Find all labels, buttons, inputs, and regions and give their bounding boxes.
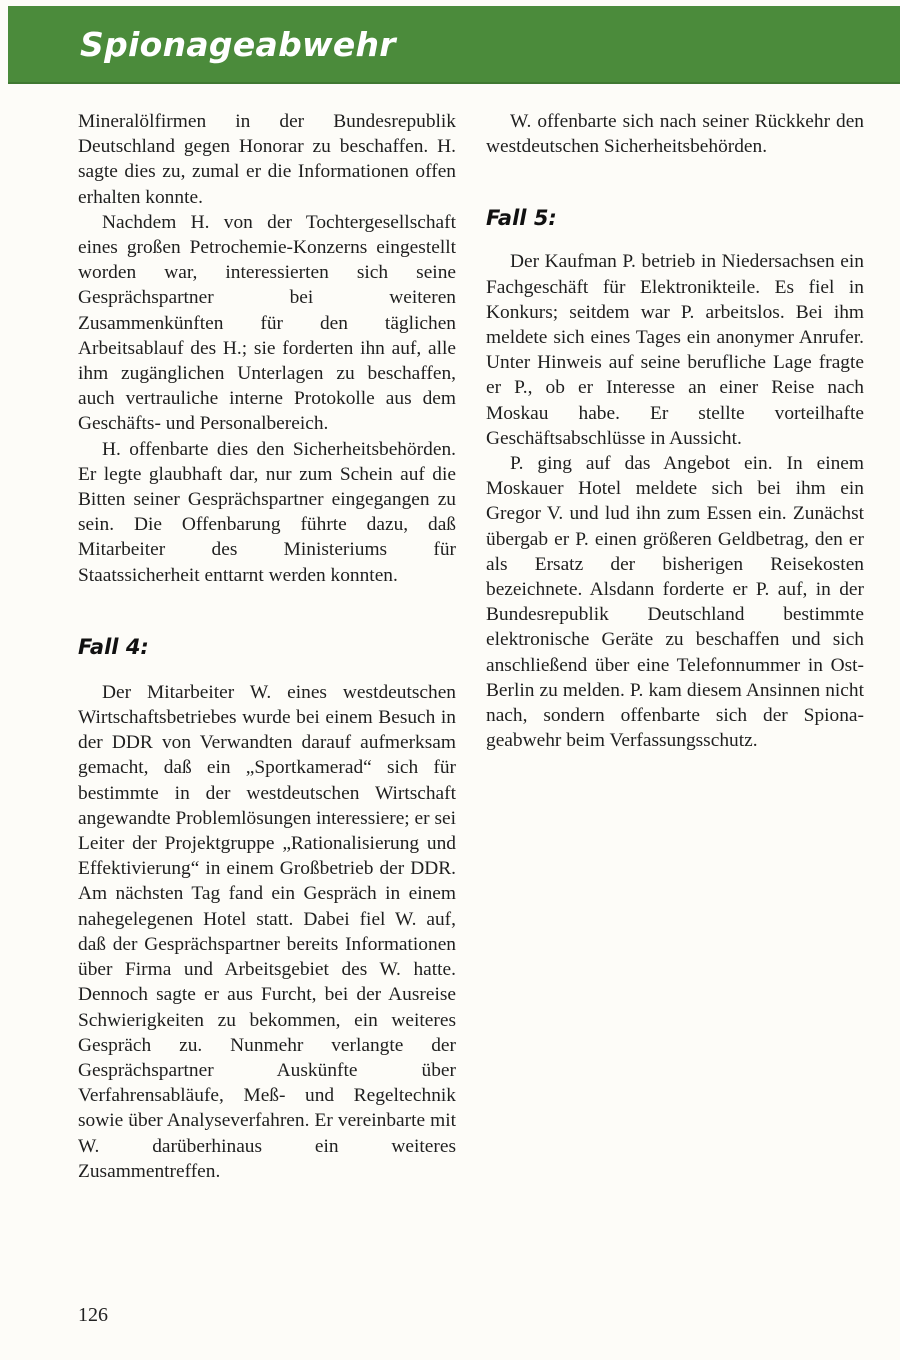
paragraph: P. ging auf das Angebot ein. In einem Moskauer Hotel meldete sich bei ihm ein Gregor V. und lud ihn zum Essen ein. Zunächst übergab er P. einen größeren Geldbetrag, den er als Ersatz der bisherigen Reisekosten bezeichnete. Alsdann forderte er P. auf, in der Bundesrepublik Deutschland bestimmte elektronische Geräte zu beschaffen und sich anschließend über eine Telefonnummer in Ost-Berlin zu melden. P. kam diesem Ansinnen nicht nach, sondern offenbarte sich der Spionageabwehr beim Verfassungsschutz. <box>486 453 864 752</box>
paragraph: H. offenbarte dies den Sicherheitsbehörden. Er legte glaubhaft dar, nur zum Schein auf die Bitten seiner Gesprächspartner eingegangen zu sein. Die Offenbarung führte dazu, daß Mitarbeiter des Ministeriums für Staatssicherheit enttarnt werden konnten. <box>78 438 456 586</box>
paragraph: W. offenbarte sich nach seiner Rückkehr den westdeutschen Sicherheitsbehörden. <box>486 111 864 158</box>
paragraph: Mineralölfirmen in der Bundesrepublik Deutschland gegen Honorar zu beschaffen. H. sagte dies zu, zumal er die Informationen offen erhalten konnte. <box>78 111 456 208</box>
case-heading-fall-4: Fall 4: <box>78 634 149 659</box>
paragraph: Nachdem H. von der Tochtergesellschaft eines großen Petrochemie-Konzerns eingestellt worden war, interessierten sich seine Gesprächspartner bei weiteren Zusammenkünften für den täglichen Arbeitsablauf des H.; sie forderten ihn auf, alle ihm zugänglichen Unterlagen zu beschaffen, auch vertrauliche interne Protokolle aus dem Geschäfts- und Personalbereich. <box>78 211 456 435</box>
section-title: Spionageabwehr <box>80 25 396 64</box>
left-text-column <box>78 109 456 1184</box>
right-text-column <box>486 109 864 753</box>
paragraph: Der Kaufman P. betrieb in Niedersachsen ein Fachgeschäft für Elektronikteile. Es fiel in Konkurs; seitdem war P. arbeitslos. Bei ihm meldete sich eines Tages ein anonymer Anrufer. Unter Hinweis auf seine berufliche Lage fragte er P., ob er Interesse an einer Reise nach Moskau habe. Er stellte vorteilhafte Geschäftsabschlüsse in Aussicht. <box>486 251 864 449</box>
page-number: 126 <box>78 1304 108 1326</box>
section-header-bar <box>8 6 900 84</box>
paragraph: Der Mitarbeiter W. eines westdeutschen Wirtschaftsbetriebes wurde bei einem Besuch in der DDR von Verwandten darauf aufmerksam gemacht, daß ein „Sportkamerad“ sich für bestimmte in der westdeutschen Wirtschaft angewandte Problemlösungen interessiere; er sei Leiter der Projektgruppe „Rationalisierung und Effektivierung“ in einem Großbetrieb der DDR. Am nächsten Tag fand ein Gespräch in einem nahegelegenen Hotel statt. Dabei fiel W. auf, daß der Gesprächspartner bereits Informationen über Firma und Arbeitsgebiet des W. hatte. Dennoch sagte er aus Furcht, bei der Ausreise Schwierigkeiten zu bekommen, ein weiteres Gespräch zu. Nunmehr verlangte der Gesprächspartner Auskünfte über Verfahrensabläufe, Meß- und Regeltechnik sowie über Analyseverfahren. Er vereinbarte mit W. darüberhinaus ein weiteres Zusammentreffen. <box>78 681 456 1182</box>
case-heading-fall-5: Fall 5: <box>486 206 557 231</box>
